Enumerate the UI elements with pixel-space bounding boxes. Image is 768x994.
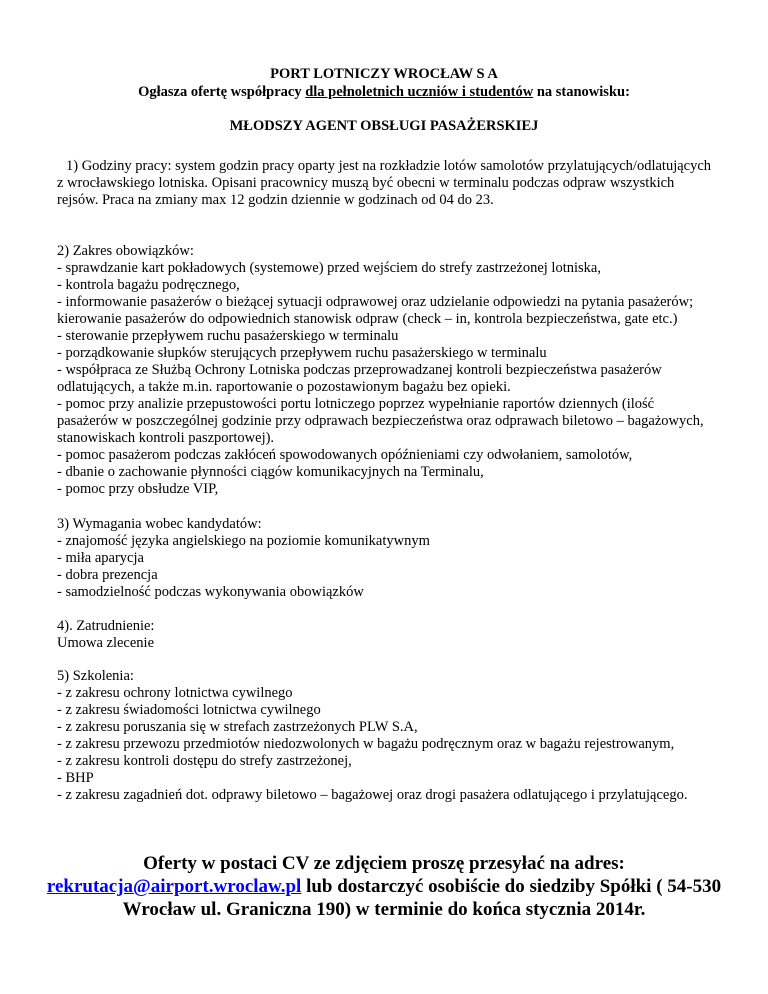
list-item: - dobra prezencja [57,567,158,583]
list-item: - z zakresu poruszania się w strefach zastrzeżonych PLW S.A, [57,719,418,735]
duties-heading: 2) Zakres obowiązków: [57,243,194,259]
list-item: - samodzielność podczas wykonywania obowiązków [57,584,364,600]
list-item: - dbanie o zachowanie płynności ciągów komunikacyjnych na Terminalu, [57,464,484,480]
list-item: - sprawdzanie kart pokładowych (systemowe) przed wejściem do strefy zastrzeżonej lotniska, [57,260,601,276]
list-item: - BHP [57,770,94,786]
section-hours [57,158,717,209]
list-item: - pomoc przy analizie przepustowości portu lotniczego poprzez wypełnianie raportów dziennych (ilość pasażerów w poszczególnej godzinie przy odprawach bezpieczeństwa oraz odprawach biletowo – bagażowych, stanowiskach kontroli paszportowej). [57,396,704,446]
requirements-heading: 3) Wymagania wobec kandydatów: [57,516,262,532]
employment-value: Umowa zlecenie [57,635,155,651]
list-item: - z zakresu zagadnień dot. odprawy biletowo – bagażowej oraz drogi pasażera odlatującego i przylatującego. [57,787,688,803]
list-item: - z zakresu kontroli dostępu do strefy zastrzeżonej, [57,753,352,769]
footer-line2 [30,875,738,921]
section-requirements [57,516,717,601]
list-item: - współpraca ze Służbą Ochrony Lotniska podczas przeprowadzanej kontroli bezpieczeństwa pasażerów odlatujących, a także m.in. raportowanie o pozostawionym bagażu bez opieki. [57,362,662,395]
training-heading: 5) Szkolenia: [57,668,134,684]
footer-line1: Oferty w postaci CV ze zdjęciem proszę przesyłać na adres: [143,853,625,874]
offer-line [0,84,768,101]
list-item: - kontrola bagażu podręcznego, [57,277,240,293]
list-item: - pomoc przy obsłudze VIP, [57,481,219,497]
list-item: - informowanie pasażerów o bieżącej sytuacji odprawowej oraz udzielanie odpowiedzi na pytania pasażerów; kierowanie pasażerów do odpowiednich stanowisk odpraw (check – in, kontrola bezpieczeństwa, gate etc.) [57,294,694,327]
employment-heading: 4). Zatrudnienie: [57,618,155,634]
list-item: - z zakresu ochrony lotnictwa cywilnego [57,685,293,701]
footer-rest: lub dostarczyć osobiście do siedziby Spółki ( 54-530 Wrocław ul. Graniczna 190) w terminie do końca stycznia 2014r. [122,876,722,920]
list-item: - sterowanie przepływem ruchu pasażerskiego w terminalu [57,328,399,344]
section-training [57,668,717,804]
list-item: - z zakresu świadomości lotnictwa cywilnego [57,702,321,718]
position-title: MŁODSZY AGENT OBSŁUGI PASAŻERSKIEJ [229,118,539,134]
list-item: - z zakresu przewozu przedmiotów niedozwolonych w bagażu podręcznym oraz w bagażu rejestrowanym, [57,736,675,752]
list-item: - miła aparycja [57,550,144,566]
list-item: - pomoc pasażerom podczas zakłóceń spowodowanych opóźnieniami czy odwołaniem, samolotów, [57,447,633,463]
offer-underlined: dla pełnoletnich uczniów i studentów [305,84,534,100]
hours-text: 1) Godziny pracy: system godzin pracy oparty jest na rozkładzie lotów samolotów przylatujących/odlatujących z wrocławskiego lotniska. Opisani pracownicy muszą być obecni w terminalu podczas odpraw wszystkich rejsów. Praca na zmiany max 12 godzin dziennie w godzinach od 04 do 23. [57,158,712,208]
list-item: - znajomość języka angielskiego na poziomie komunikatywnym [57,533,430,549]
offer-suffix: na stanowisku: [533,84,630,100]
section-duties [57,243,717,498]
company-title: PORT LOTNICZY WROCŁAW S A [270,66,498,82]
email-link[interactable]: rekrutacja@airport.wroclaw.pl [46,876,302,897]
section-employment [57,618,717,652]
list-item: - porządkowanie słupków sterujących przepływem ruchu pasażerskiego w terminalu [57,345,547,361]
offer-prefix: Ogłasza ofertę współpracy [138,84,306,100]
application-footer [30,852,738,921]
